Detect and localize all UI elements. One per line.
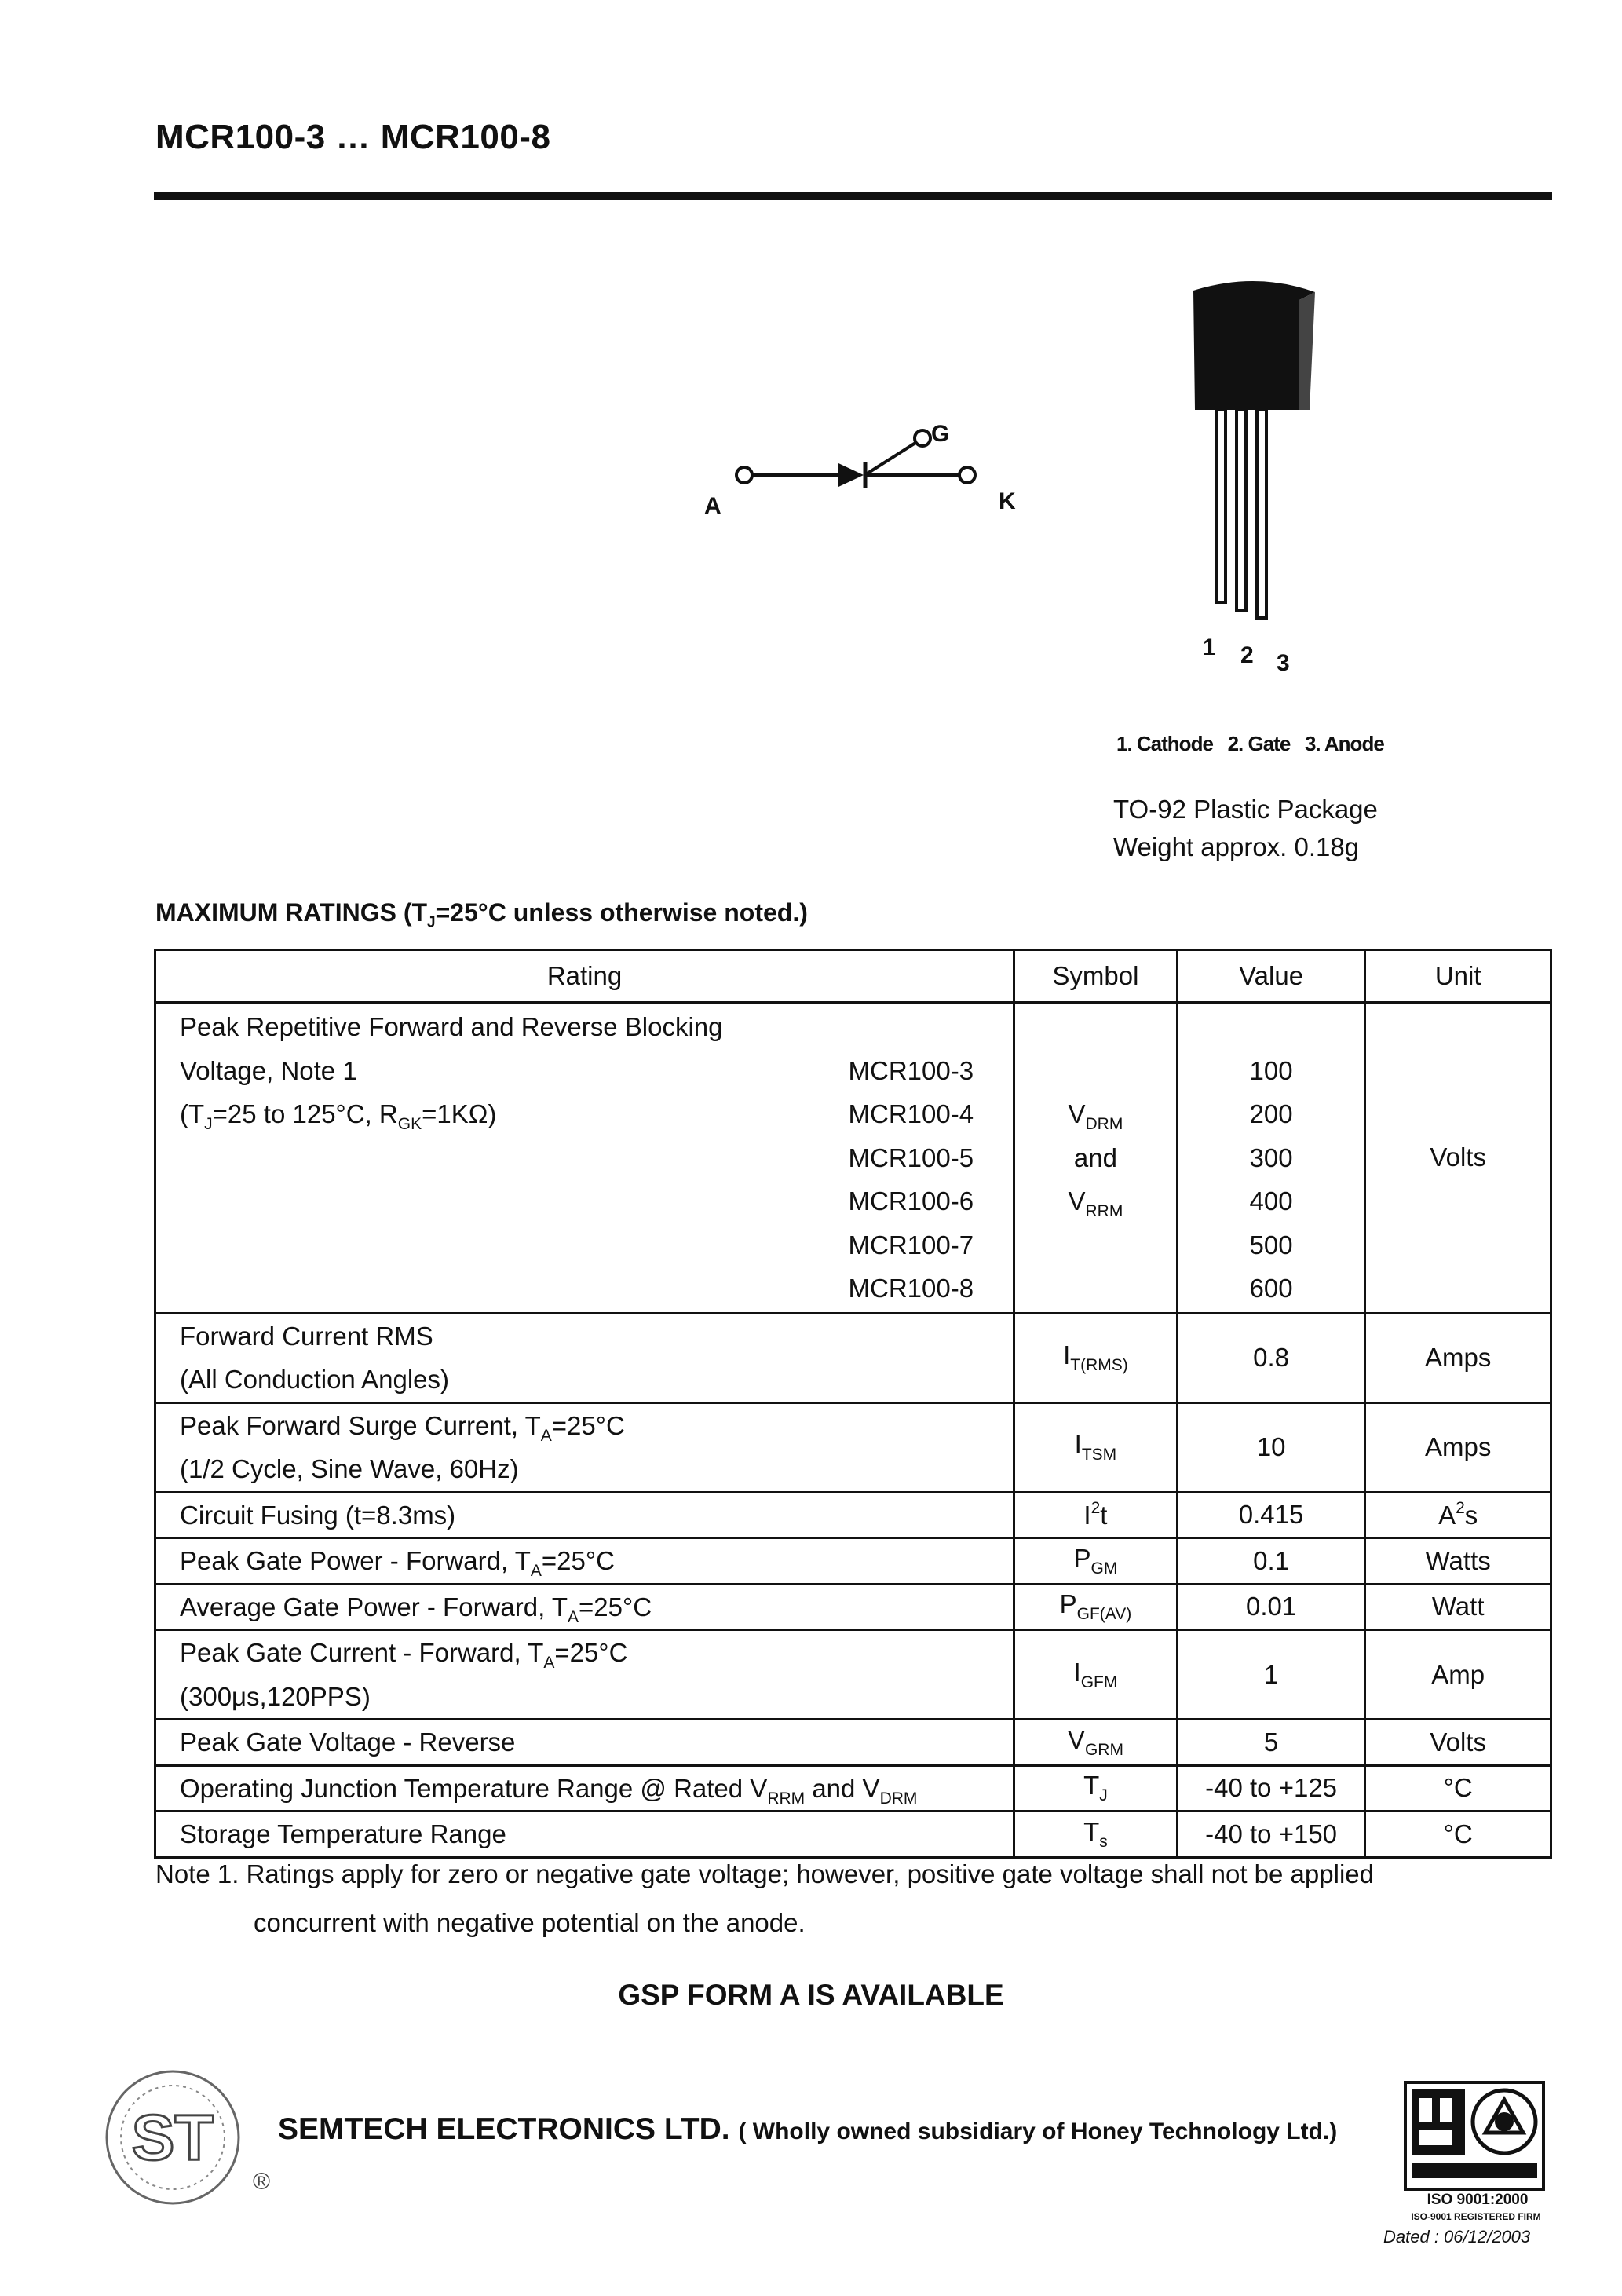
blocking-value: 300 <box>1249 1143 1293 1172</box>
model-label: MCR100-4 <box>848 1099 974 1128</box>
lead-1 <box>1216 410 1226 602</box>
registered-mark: ® <box>253 2169 271 2195</box>
symbol-cell: $T_s$ <box>1014 1812 1178 1858</box>
rating-text: Operating Junction Temperature Range @ Rated $V_{RRM}$ and $V_{DRM}$ <box>180 1773 918 1808</box>
table-row-surge-current <box>155 1402 1551 1492</box>
blocking-unit: Volts <box>1365 1003 1551 1314</box>
unit-cell: Amps <box>1365 1402 1551 1492</box>
package-body <box>1193 281 1315 410</box>
title-rule <box>154 192 1552 200</box>
blocking-value: 100 <box>1249 1055 1293 1085</box>
model-label: MCR100-5 <box>848 1143 974 1172</box>
rating-text-2: (300μs,120PPS) <box>180 1681 371 1711</box>
symbol-cell: $I^2t$ <box>1014 1492 1178 1538</box>
blocking-value: 600 <box>1249 1274 1293 1303</box>
rating-text: Peak Forward Surge Current, $T_A=25^\circ C$ <box>180 1410 625 1445</box>
value-cell: 10 <box>1177 1402 1365 1492</box>
symbol-cell: $V_{GRM}$ <box>1014 1720 1178 1766</box>
note-1 <box>155 1850 1374 1947</box>
table-row-peak-gate-power <box>155 1538 1551 1585</box>
note-line-2: concurrent with negative potential on the anode. <box>254 1908 806 1937</box>
label-gate: G <box>931 421 950 447</box>
company-subsidiary: ( Wholly owned subsidiary of Honey Technology Ltd.) <box>738 2119 1338 2144</box>
blocking-symbol: $V_{DRM}$ and $V_{RRM}$ <box>1014 1003 1178 1314</box>
blocking-rating-line2: Voltage, Note 1 <box>180 1055 357 1085</box>
blocking-rating-line1: Peak Repetitive Forward and Reverse Blocking <box>180 1012 723 1041</box>
unit-cell: °C <box>1365 1765 1551 1812</box>
pin-number-3: 3 <box>1277 650 1290 676</box>
col-header-rating: Rating <box>155 950 1014 1003</box>
rating-text-2: (All Conduction Angles) <box>180 1365 450 1394</box>
rating-text: Forward Current RMS <box>180 1321 433 1351</box>
lead-2 <box>1237 410 1246 610</box>
ratings-table <box>154 949 1552 1859</box>
gsp-notice: GSP FORM A IS AVAILABLE <box>618 1979 1004 2011</box>
unit-cell: Watts <box>1365 1538 1551 1585</box>
rating-text: Peak Gate Current - Forward, $T_A=25^\circ C$ <box>180 1638 628 1672</box>
value-cell: 5 <box>1177 1720 1365 1766</box>
value-cell: -40 to +150 <box>1177 1812 1365 1858</box>
label-anode: A <box>704 493 721 519</box>
blocking-value: 500 <box>1249 1230 1293 1260</box>
col-header-unit: Unit <box>1365 950 1551 1003</box>
unit-cell: Amps <box>1365 1313 1551 1402</box>
symbol-cell: $P_{GF(AV)}$ <box>1014 1584 1178 1630</box>
label-cathode: K <box>999 488 1016 514</box>
table-row-forward-current <box>155 1313 1551 1402</box>
blocking-value: 200 <box>1249 1099 1293 1128</box>
note-line-1: Note 1. Ratings apply for zero or negative gate voltage; however, positive gate voltage shall not be applied <box>155 1859 1374 1888</box>
rating-text: Peak Gate Power - Forward, $T_A=25^\circ C$ <box>180 1546 615 1580</box>
col-header-value: Value <box>1177 950 1365 1003</box>
value-cell: 0.1 <box>1177 1538 1365 1585</box>
symbol-cell: $I_{T(RMS)}$ <box>1014 1313 1178 1402</box>
value-cell: -40 to +125 <box>1177 1765 1365 1812</box>
logo-text: ST <box>131 2102 214 2174</box>
page-title: MCR100-3 … MCR100-8 <box>155 118 551 156</box>
unit-cell: Watt <box>1365 1584 1551 1630</box>
diode-triangle <box>838 463 864 487</box>
table-header-row <box>155 950 1551 1003</box>
value-cell: 0.8 <box>1177 1313 1365 1402</box>
value-cell: 0.415 <box>1177 1492 1365 1538</box>
ratings-heading: MAXIMUM RATINGS ($T_J=25^\circ C$ unless otherwise noted.) <box>155 898 808 931</box>
pin-number-2: 2 <box>1240 642 1254 668</box>
rating-text: Circuit Fusing (t=8.3ms) <box>180 1500 456 1530</box>
rating-text-2: (1/2 Cycle, Sine Wave, 60Hz) <box>180 1454 519 1483</box>
iso-certification-logo <box>1404 2081 1545 2191</box>
package-type: TO-92 Plastic Package <box>1113 795 1378 824</box>
rating-text: Peak Gate Voltage - Reverse <box>180 1727 516 1757</box>
symbol-cell: $I_{TSM}$ <box>1014 1402 1178 1492</box>
model-label: MCR100-6 <box>848 1186 974 1216</box>
document-date: Dated : 06/12/2003 <box>1383 2227 1531 2247</box>
table-row-junction-temp <box>155 1765 1551 1812</box>
table-row-peak-gate-current <box>155 1630 1551 1720</box>
package-weight: Weight approx. 0.18g <box>1113 832 1360 861</box>
symbol-cell: $I_{GFM}$ <box>1014 1630 1178 1720</box>
pin-number-1: 1 <box>1203 634 1216 660</box>
unit-cell: Amp <box>1365 1630 1551 1720</box>
semtech-logo <box>102 2067 243 2208</box>
table-row-peak-gate-voltage <box>155 1720 1551 1766</box>
model-label: MCR100-3 <box>848 1055 974 1085</box>
rating-text: Average Gate Power - Forward, $T_A=25^\circ C$ <box>180 1592 652 1626</box>
table-row-circuit-fusing <box>155 1492 1551 1538</box>
value-cell: 1 <box>1177 1630 1365 1720</box>
blocking-condition: ($T_J=25$ to 125°C, $R_{GK}=1K\Omega$) <box>180 1099 497 1133</box>
value-cell: 0.01 <box>1177 1584 1365 1630</box>
to92-package-drawing <box>1178 275 1335 652</box>
symbol-cell: $T_J$ <box>1014 1765 1178 1812</box>
gate-terminal <box>915 430 930 446</box>
iso-standard-label: ISO 9001:2000 <box>1427 2192 1529 2208</box>
rating-text: Storage Temperature Range <box>180 1819 506 1848</box>
package-side <box>1299 292 1315 410</box>
pin-legend: 1. Cathode 2. Gate 3. Anode <box>1116 732 1384 755</box>
model-label: MCR100-7 <box>848 1230 974 1260</box>
scr-schematic <box>707 408 1036 526</box>
unit-cell: $A^2s$ <box>1365 1492 1551 1538</box>
blocking-value: 400 <box>1249 1186 1293 1216</box>
anode-terminal <box>736 467 752 483</box>
lead-3 <box>1257 410 1266 618</box>
table-row-blocking-voltage <box>155 1003 1551 1314</box>
model-label: MCR100-8 <box>848 1274 974 1303</box>
company-line <box>278 2112 1337 2147</box>
unit-cell: Volts <box>1365 1720 1551 1766</box>
iso-registered-label: ISO-9001 REGISTERED FIRM <box>1411 2211 1541 2222</box>
table-row-average-gate-power <box>155 1584 1551 1630</box>
unit-cell: °C <box>1365 1812 1551 1858</box>
cathode-terminal <box>959 467 975 483</box>
col-header-symbol: Symbol <box>1014 950 1178 1003</box>
company-name: SEMTECH ELECTRONICS LTD. <box>278 2112 730 2146</box>
symbol-cell: $P_{GM}$ <box>1014 1538 1178 1585</box>
